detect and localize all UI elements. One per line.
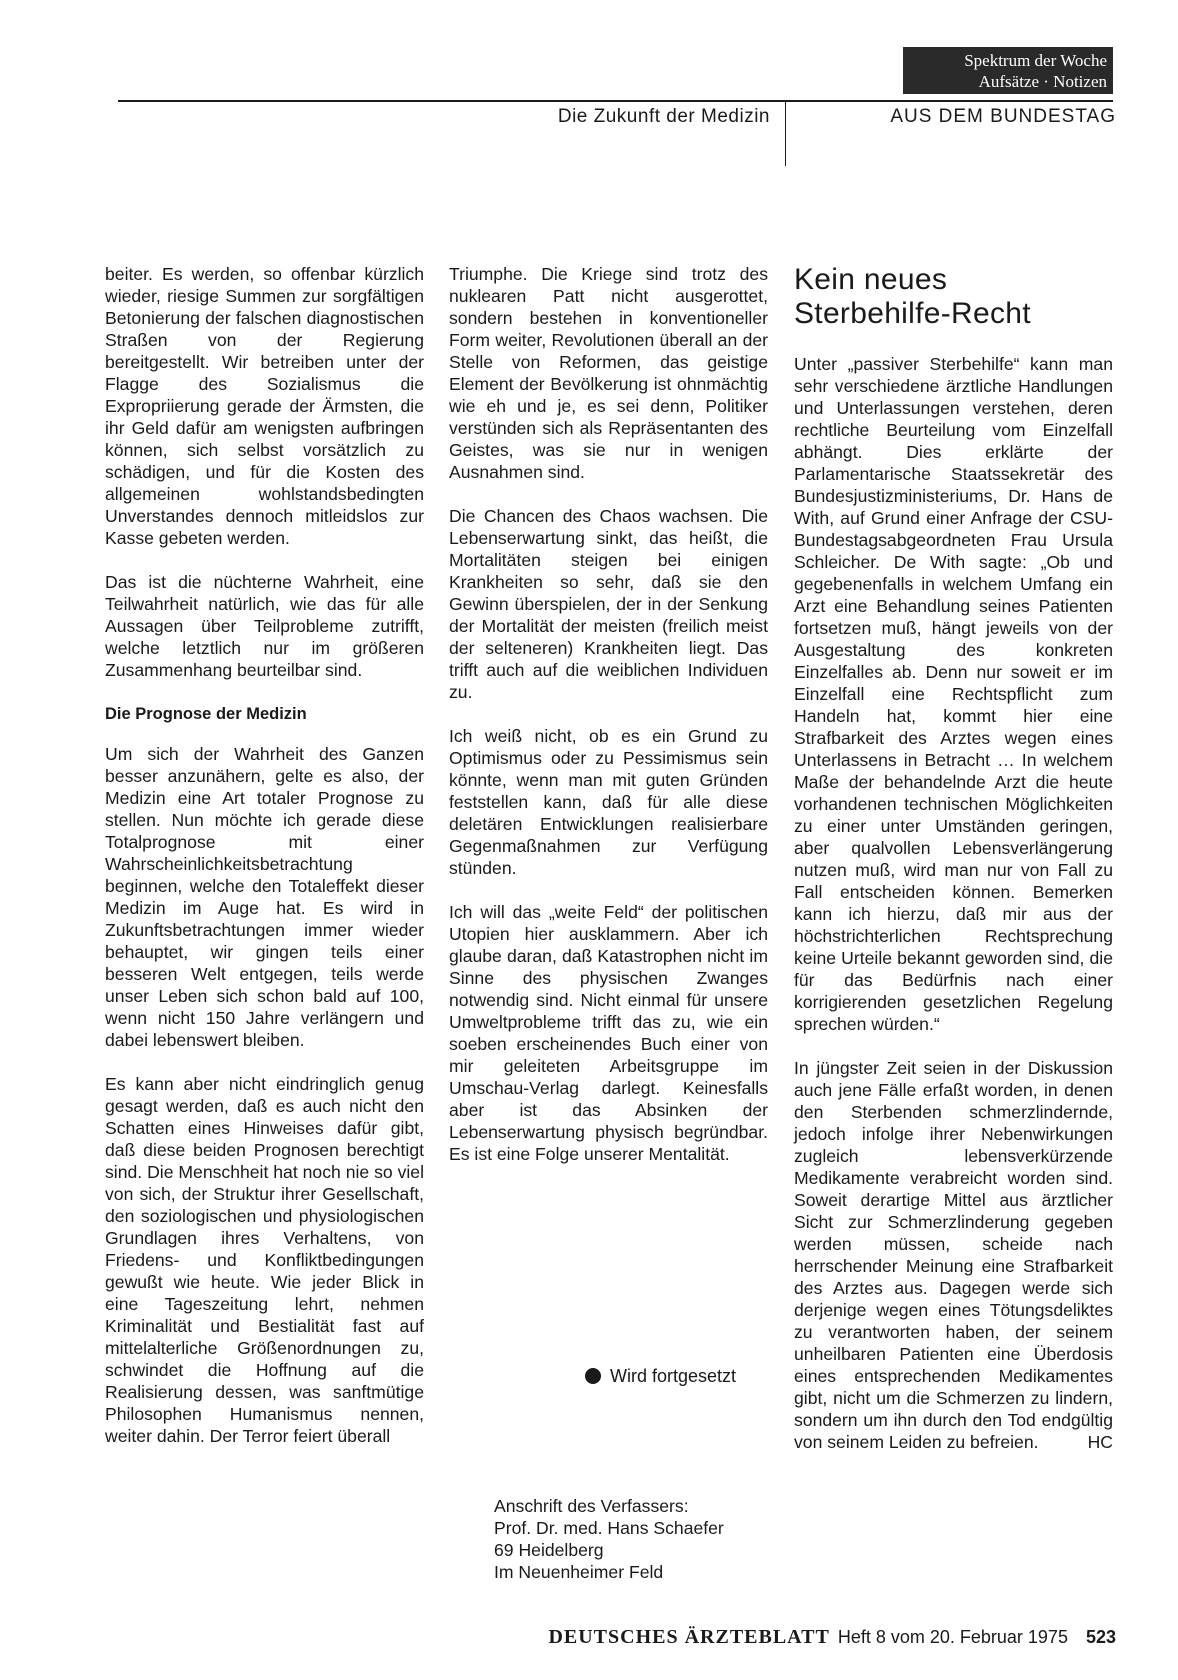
- section-badge: [903, 47, 1113, 94]
- issue-info: Heft 8 vom 20. Februar 1975: [837, 1627, 1068, 1647]
- continued-note: [585, 1366, 736, 1387]
- address-line: Anschrift des Verfassers:: [494, 1496, 689, 1516]
- column-1: [105, 263, 424, 1469]
- address-line: Prof. Dr. med. Hans Schaefer: [494, 1518, 724, 1538]
- section-title-left: Die Zukunft der Medizin: [557, 106, 770, 127]
- page-number: 523: [1085, 1627, 1116, 1647]
- page-footer: [548, 1626, 1116, 1649]
- author-address: [494, 1495, 724, 1583]
- column-3: [794, 263, 1113, 1475]
- paragraph-text: In jüngster Zeit seien in der Diskussion auch jene Fälle erfaßt worden, in denen den Sterbenden schmerzlindernde, jedoch infolge ihrer Nebenwirkungen zugleich lebensverkürzende Medikamente verabreicht worden sind. Soweit derartige Mittel aus ärztlicher Sicht zur Schmerzlinderung gegeben werden müssen, scheide nach herrschender Meinung eine Strafbarkeit des Arztes aus. Dagegen werde sich derjenige wegen eines Tötungsdeliktes zu verantworten haben, der seinem unheilbaren Patienten eine Überdosis eines entsprechenden Medikamentes gibt, nicht um die Schmerzen zu lindern, sondern um ihn durch den Tod endgültig von seinem Leiden zu befreien.: [794, 1058, 1113, 1452]
- column-2: [449, 263, 768, 1187]
- header-divider: [785, 100, 786, 166]
- badge-line-1: Spektrum der Woche: [964, 51, 1107, 70]
- paragraph-last: [794, 1057, 1113, 1453]
- journal-name: DEUTSCHES ÄRZTEBLATT: [548, 1626, 830, 1648]
- title-line-1: Kein neues: [794, 263, 948, 296]
- paragraph: Es kann aber nicht eindringlich genug gesagt werden, daß es auch nicht den Schatten eines Hinweises dafür gibt, daß diese beiden Prognosen berechtigt sind. Die Menschheit hat noch nie so viel von sich, der Struktur ihrer Gesellschaft, den soziologischen und physiologischen Grundlagen ihres Verhaltens, von Friedens- und Konfliktbedingungen gewußt wie heute. Wie jeder Blick in eine Tageszeitung lehrt, nehmen Kriminalität und Bestialität fast auf mittelalterliche Größenordnungen zu, schwindet die Hoffnung auf die Realisierung dessen, was sanftmütige Philosophen Humanismus nennen, weiter dahin. Der Terror feiert überall: [105, 1074, 424, 1446]
- address-line: 69 Heidelberg: [494, 1540, 604, 1560]
- paragraph: Das ist die nüchterne Wahrheit, eine Teilwahrheit natürlich, wie das für alle Aussagen über Teilprobleme zutrifft, welche letztlich nur im größeren Zusammenhang beurteilbar sind.: [105, 572, 424, 680]
- badge-line-2: Aufsätze · Notizen: [978, 72, 1107, 91]
- paragraph: Unter „passiver Sterbehilfe“ kann man sehr verschiedene ärztliche Handlungen und Unterlassungen verstehen, deren rechtliche Beurteilung vom Einzelfall abhängt. Dies erklärte der Parlamentarische Staatssekretär des Bundesjustizministeriums, Dr. Hans de With, auf Grund einer Anfrage der CSU-Bundestagsabgeordneten Frau Ursula Schleicher. De With sagte: „Ob und gegebenenfalls in welchem Umfang ein Arzt eine Behandlung seines Patienten fortsetzen muß, hängt jeweils von der Ausgestaltung des konkreten Einzelfalles ab. Denn nur soweit er im Einzelfall eine Rechtspflicht zum Handeln hat, kommt hier eine Strafbarkeit des Arztes wegen eines Unterlassens in Betracht … In welchem Maße der behandelnde Arzt die heute vorhandenen technischen Möglichkeiten zu einer unter Umständen geringen, aber qualvollen Lebensverlängerung nutzen muß, wird man nur von Fall zu Fall entscheiden können. Bemerken kann ich hierzu, daß mir aus der höchstrichterlichen Rechtsprechung keine Urteile bekannt geworden sind, die für das Bedürfnis nach einer korrigierenden gesetzlichen Regelung sprechen würden.“: [794, 354, 1113, 1034]
- title-line-2: Sterbehilfe-Recht: [794, 297, 1031, 330]
- paragraph: Ich will das „weite Feld“ der politischen Utopien hier ausklammern. Aber ich glaube daran, daß Katastrophen nicht im Sinne des physischen Zwanges notwendig sind. Nicht einmal für unsere Umweltprobleme trifft das zu, wie ein soeben erscheinendes Buch einer von mir geleiteten Arbeitsgruppe im Umschau-Verlag darlegt. Keinesfalls aber ist das Absinken der Lebenserwartung physisch begründbar. Es ist eine Folge unserer Mentalität.: [449, 902, 768, 1164]
- header-rule: [118, 100, 1113, 102]
- paragraph: Triumphe. Die Kriege sind trotz des nuklearen Patt nicht ausgerottet, sondern bestehen in konventioneller Form weiter, Revolutionen überall an der Stelle von Reformen, das geistige Element der Bevölkerung ist ohnmächtig wie eh und je, es sei denn, Politiker verstünden sich als Repräsentanten des Geistes, was sie nur in wenigen Ausnahmen sind.: [449, 264, 768, 482]
- author-signature: HC: [1087, 1432, 1113, 1452]
- bullet-dot-icon: [585, 1368, 601, 1384]
- continued-label: Wird fortgesetzt: [610, 1366, 737, 1386]
- paragraph: beiter. Es werden, so offenbar kürzlich wieder, riesige Summen zur sorgfältigen Betonierung der falschen diagnostischen Straßen von der Regierung bereitgestellt. Wir betreiben unter der Flagge des Sozialismus die Expropriierung gerade der Ärmsten, die ihr Geld dafür am wenigsten aufbringen können, sich selbst vorsätzlich zu schädigen, und für die Kosten des allgemeinen wohlstandsbedingten Unverstandes dennoch mitleidslos zur Kasse gebeten werden.: [105, 264, 424, 548]
- paragraph: Um sich der Wahrheit des Ganzen besser anzunähern, gelte es also, der Medizin eine Art totaler Prognose zu stellen. Nun möchte ich gerade diese Totalprognose mit einer Wahrscheinlichkeitsbetrachtung beginnen, welche den Totaleffekt dieser Medizin im Auge hat. Es wird in Zukunftsbetrachtungen immer wieder behauptet, wir gingen teils einer besseren Welt entgegen, teils werde unser Leben sich schon bald auf 100, wenn nicht 150 Jahre verlängern und dabei lebenswert bleiben.: [105, 744, 424, 1050]
- paragraph: Die Chancen des Chaos wachsen. Die Lebenserwartung sinkt, das heißt, die Mortalitäten steigen bei einigen Krankheiten so sehr, daß sie den Gewinn überspielen, der in der Senkung der Mortalität der meisten (freilich meist der selteneren) Krankheiten liegt. Das trifft auch auf die weiblichen Individuen zu.: [449, 506, 768, 702]
- section-title-right: AUS DEM BUNDESTAG: [890, 106, 1116, 127]
- subheading: Die Prognose der Medizin: [105, 705, 307, 723]
- paragraph: Ich weiß nicht, ob es ein Grund zu Optimismus oder zu Pessimismus sein könnte, wenn man mit guten Gründen feststellen kann, daß für alle diese deletären Entwicklungen realisierbare Gegenmaßnahmen zur Verfügung stünden.: [449, 726, 768, 878]
- address-line: Im Neuenheimer Feld: [494, 1562, 664, 1582]
- article-title: [794, 263, 1113, 331]
